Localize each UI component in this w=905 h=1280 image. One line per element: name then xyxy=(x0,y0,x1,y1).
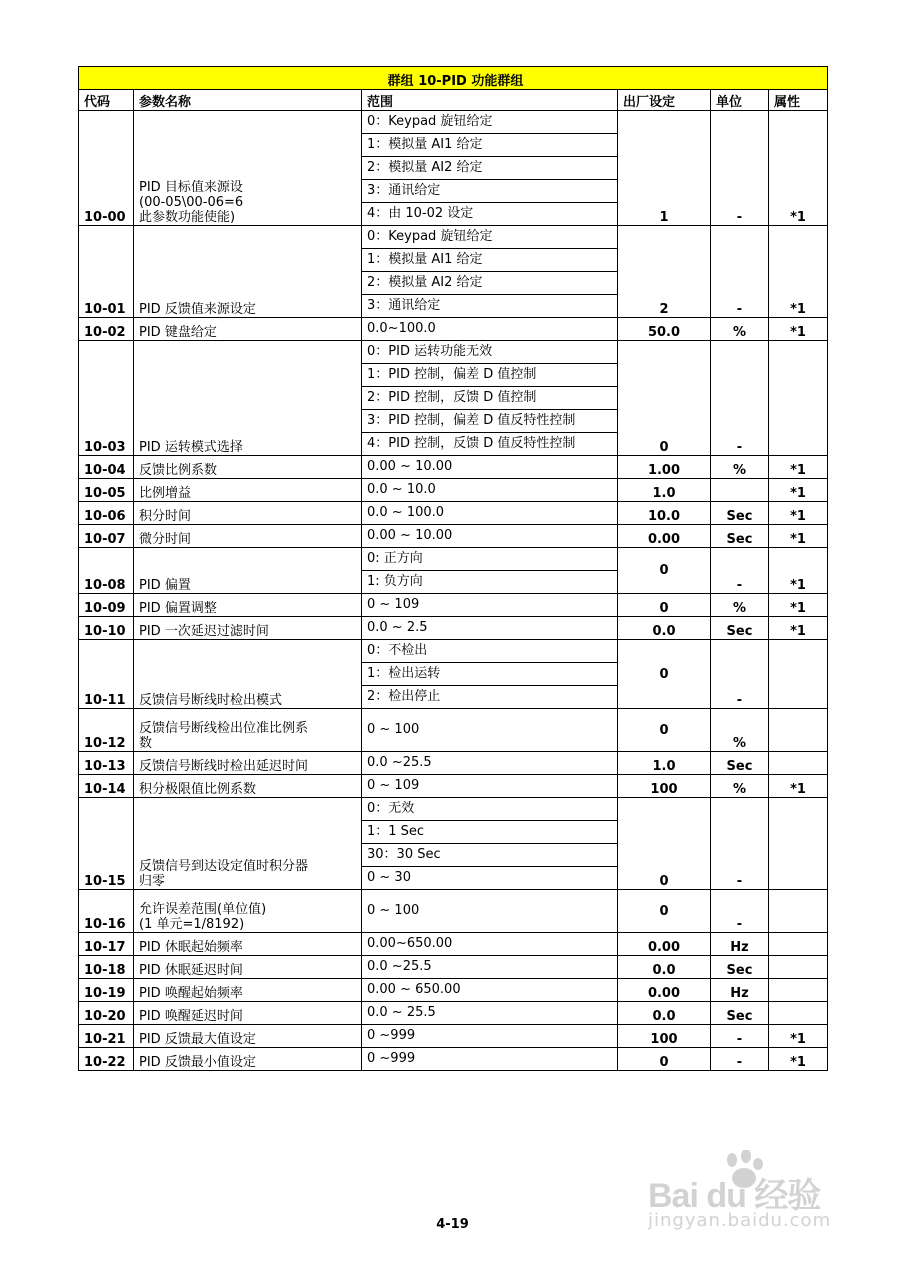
param-code: 10-15 xyxy=(79,798,134,890)
param-attr: *1 xyxy=(769,502,828,525)
table-row xyxy=(79,525,828,548)
param-range xyxy=(362,1002,618,1025)
table-row xyxy=(79,752,828,775)
param-name: 允许误差范围(单位值) (1 单元=1/8192) xyxy=(134,890,362,933)
param-code: 10-03 xyxy=(79,341,134,456)
range-option: 1：1 Sec xyxy=(362,821,617,844)
param-default: 0 xyxy=(618,548,711,594)
param-attr xyxy=(769,640,828,709)
table-row xyxy=(79,956,828,979)
range-option: 0.0 ~ 100.0 xyxy=(367,505,445,520)
param-default: 1.0 xyxy=(618,479,711,502)
param-name: 比例增益 xyxy=(134,479,362,502)
table-row xyxy=(79,933,828,956)
param-range xyxy=(362,709,618,752)
table-row xyxy=(79,456,828,479)
range-option: 1：PID 控制，偏差 D 值控制 xyxy=(362,364,617,387)
param-default: 100 xyxy=(618,1025,711,1048)
param-name: PID 反馈最小值设定 xyxy=(134,1048,362,1071)
param-attr xyxy=(769,933,828,956)
table-row xyxy=(79,1002,828,1025)
param-default: 0 xyxy=(618,1048,711,1071)
table-row xyxy=(79,1048,828,1071)
range-option: 2：模拟量 AI2 给定 xyxy=(362,272,617,295)
param-default: 0.0 xyxy=(618,1002,711,1025)
param-attr: *1 xyxy=(769,1025,828,1048)
param-attr: *1 xyxy=(769,775,828,798)
range-option: 0.0 ~25.5 xyxy=(367,959,432,974)
param-default: 1.0 xyxy=(618,752,711,775)
range-option: 4：PID 控制，反馈 D 值反特性控制 xyxy=(367,436,576,451)
table-row xyxy=(79,502,828,525)
param-code: 10-05 xyxy=(79,479,134,502)
param-default: 0.00 xyxy=(618,933,711,956)
param-attr: *1 xyxy=(769,525,828,548)
param-name: 反馈信号断线检出位准比例系 数 xyxy=(134,709,362,752)
header-range: 范围 xyxy=(362,90,618,111)
param-unit: Sec xyxy=(711,525,769,548)
range-option: 0.0 ~ 2.5 xyxy=(367,620,428,635)
range-option: 0 ~ 100 xyxy=(367,722,420,737)
param-unit: - xyxy=(711,548,769,594)
param-range xyxy=(362,594,618,617)
param-code: 10-20 xyxy=(79,1002,134,1025)
param-unit: - xyxy=(711,640,769,709)
param-unit: Sec xyxy=(711,617,769,640)
param-attr xyxy=(769,341,828,456)
param-attr xyxy=(769,1002,828,1025)
range-option: 1：模拟量 AI1 给定 xyxy=(362,249,617,272)
param-name: PID 键盘给定 xyxy=(134,318,362,341)
param-default: 100 xyxy=(618,775,711,798)
table-row xyxy=(79,1025,828,1048)
param-code: 10-01 xyxy=(79,226,134,318)
param-default: 0.0 xyxy=(618,956,711,979)
param-range xyxy=(362,502,618,525)
table-row xyxy=(79,594,828,617)
param-default: 0 xyxy=(618,798,711,890)
range-option: 3：通讯给定 xyxy=(362,180,617,203)
range-option: 0 ~ 109 xyxy=(367,597,420,612)
param-attr: *1 xyxy=(769,617,828,640)
param-code: 10-22 xyxy=(79,1048,134,1071)
param-default: 0 xyxy=(618,709,711,752)
param-code: 10-04 xyxy=(79,456,134,479)
param-name: PID 运转模式选择 xyxy=(134,341,362,456)
param-attr: *1 xyxy=(769,111,828,226)
range-option: 3：通讯给定 xyxy=(367,298,441,313)
param-default: 0.00 xyxy=(618,979,711,1002)
range-option: 0.00 ~ 10.00 xyxy=(367,528,453,543)
param-name: PID 唤醒起始频率 xyxy=(134,979,362,1002)
param-name: PID 目标值来源设 (00-05\00-06=6 此参数功能使能) xyxy=(134,111,362,226)
param-unit: Sec xyxy=(711,752,769,775)
param-code: 10-08 xyxy=(79,548,134,594)
param-default: 0 xyxy=(618,341,711,456)
param-default: 0.0 xyxy=(618,617,711,640)
param-name: 反馈比例系数 xyxy=(134,456,362,479)
param-default: 1 xyxy=(618,111,711,226)
param-code: 10-14 xyxy=(79,775,134,798)
param-unit: Sec xyxy=(711,502,769,525)
range-option: 0 ~ 100 xyxy=(367,903,420,918)
param-attr: *1 xyxy=(769,456,828,479)
param-default: 1.00 xyxy=(618,456,711,479)
range-option: 0.00 ~ 650.00 xyxy=(367,982,461,997)
param-range xyxy=(362,933,618,956)
param-code: 10-00 xyxy=(79,111,134,226)
range-option: 0：Keypad 旋钮给定 xyxy=(362,226,617,249)
param-range xyxy=(362,548,618,594)
param-code: 10-12 xyxy=(79,709,134,752)
param-default: 2 xyxy=(618,226,711,318)
parameter-table xyxy=(78,66,828,1071)
param-unit: - xyxy=(711,1048,769,1071)
range-option: 0.00~650.00 xyxy=(367,936,453,951)
param-code: 10-18 xyxy=(79,956,134,979)
watermark xyxy=(648,1150,848,1230)
param-attr: *1 xyxy=(769,318,828,341)
param-default: 10.0 xyxy=(618,502,711,525)
table-row xyxy=(79,775,828,798)
range-option: 0：不检出 xyxy=(362,640,617,663)
param-attr xyxy=(769,890,828,933)
table-row xyxy=(79,226,828,318)
param-range xyxy=(362,775,618,798)
param-range xyxy=(362,640,618,709)
range-option: 0.0 ~25.5 xyxy=(367,755,432,770)
param-name: 积分时间 xyxy=(134,502,362,525)
param-unit: Hz xyxy=(711,979,769,1002)
param-code: 10-09 xyxy=(79,594,134,617)
param-unit: - xyxy=(711,226,769,318)
table-row xyxy=(79,798,828,890)
range-option: 1：检出运转 xyxy=(362,663,617,686)
param-range xyxy=(362,1025,618,1048)
header-code: 代码 xyxy=(79,90,134,111)
table-row xyxy=(79,318,828,341)
header-unit: 单位 xyxy=(711,90,769,111)
page-number: 4-19 xyxy=(436,1217,469,1232)
range-option: 0：无效 xyxy=(362,798,617,821)
param-unit: - xyxy=(711,111,769,226)
range-option: 0：PID 运转功能无效 xyxy=(362,341,617,364)
range-option: 0：Keypad 旋钮给定 xyxy=(362,111,617,134)
table-row xyxy=(79,979,828,1002)
param-unit: Hz xyxy=(711,933,769,956)
param-unit: % xyxy=(711,775,769,798)
param-name: PID 偏置调整 xyxy=(134,594,362,617)
range-option: 0 ~999 xyxy=(367,1028,416,1043)
param-attr: *1 xyxy=(769,594,828,617)
range-option: 0.0 ~ 10.0 xyxy=(367,482,436,497)
param-name: PID 休眠起始频率 xyxy=(134,933,362,956)
param-range xyxy=(362,956,618,979)
param-code: 10-11 xyxy=(79,640,134,709)
param-default: 0.00 xyxy=(618,525,711,548)
param-code: 10-02 xyxy=(79,318,134,341)
param-name: PID 反馈最大值设定 xyxy=(134,1025,362,1048)
param-range xyxy=(362,890,618,933)
watermark-url: jingyan.baidu.com xyxy=(648,1210,832,1231)
param-attr: *1 xyxy=(769,548,828,594)
param-range xyxy=(362,752,618,775)
header-name: 参数名称 xyxy=(134,90,362,111)
table-row xyxy=(79,111,828,226)
param-default: 50.0 xyxy=(618,318,711,341)
param-attr xyxy=(769,979,828,1002)
param-range xyxy=(362,617,618,640)
table-row xyxy=(79,479,828,502)
range-option: 0 ~ 30 xyxy=(367,870,411,885)
param-unit: - xyxy=(711,890,769,933)
param-range xyxy=(362,479,618,502)
range-option: 0 ~999 xyxy=(367,1051,416,1066)
param-unit: - xyxy=(711,798,769,890)
range-option: 0.00 ~ 10.00 xyxy=(367,459,453,474)
param-attr: *1 xyxy=(769,226,828,318)
param-name: PID 休眠延迟时间 xyxy=(134,956,362,979)
header-default: 出厂设定 xyxy=(618,90,711,111)
param-name: 反馈信号到达设定值时积分器 归零 xyxy=(134,798,362,890)
param-range xyxy=(362,979,618,1002)
range-option: 4：由 10-02 设定 xyxy=(367,206,474,221)
param-code: 10-19 xyxy=(79,979,134,1002)
param-unit: % xyxy=(711,709,769,752)
param-unit: % xyxy=(711,456,769,479)
param-range xyxy=(362,341,618,456)
param-code: 10-07 xyxy=(79,525,134,548)
param-unit: % xyxy=(711,594,769,617)
param-name: 反馈信号断线时检出延迟时间 xyxy=(134,752,362,775)
param-attr xyxy=(769,752,828,775)
param-name: PID 反馈值来源设定 xyxy=(134,226,362,318)
param-unit: - xyxy=(711,1025,769,1048)
range-option: 2：检出停止 xyxy=(367,689,441,704)
range-option: 2：PID 控制，反馈 D 值控制 xyxy=(362,387,617,410)
param-name: 微分时间 xyxy=(134,525,362,548)
range-option: 1: 负方向 xyxy=(367,574,423,589)
table-title: 群组 10-PID 功能群组 xyxy=(79,67,828,90)
param-range xyxy=(362,1048,618,1071)
param-unit: Sec xyxy=(711,956,769,979)
param-code: 10-13 xyxy=(79,752,134,775)
param-unit: - xyxy=(711,341,769,456)
header-attr: 属性 xyxy=(769,90,828,111)
param-range xyxy=(362,226,618,318)
param-attr: *1 xyxy=(769,479,828,502)
param-default: 0 xyxy=(618,640,711,709)
range-option: 3：PID 控制，偏差 D 值反特性控制 xyxy=(362,410,617,433)
table-row xyxy=(79,640,828,709)
range-option: 1：模拟量 AI1 给定 xyxy=(362,134,617,157)
param-default: 0 xyxy=(618,594,711,617)
range-option: 2：模拟量 AI2 给定 xyxy=(362,157,617,180)
param-code: 10-10 xyxy=(79,617,134,640)
range-option: 30：30 Sec xyxy=(362,844,617,867)
table-row xyxy=(79,341,828,456)
table-row xyxy=(79,709,828,752)
param-range xyxy=(362,111,618,226)
table-row xyxy=(79,617,828,640)
range-option: 0.0~100.0 xyxy=(367,321,436,336)
param-code: 10-17 xyxy=(79,933,134,956)
param-name: 积分极限值比例系数 xyxy=(134,775,362,798)
table-row xyxy=(79,548,828,594)
param-default: 0 xyxy=(618,890,711,933)
param-name: PID 唤醒延迟时间 xyxy=(134,1002,362,1025)
param-attr: *1 xyxy=(769,1048,828,1071)
param-unit: % xyxy=(711,318,769,341)
range-option: 0 ~ 109 xyxy=(367,778,420,793)
watermark-logo: Bai du 经验 xyxy=(648,1177,821,1215)
range-option: 0.0 ~ 25.5 xyxy=(367,1005,436,1020)
param-code: 10-21 xyxy=(79,1025,134,1048)
param-range xyxy=(362,798,618,890)
param-code: 10-16 xyxy=(79,890,134,933)
param-name: PID 偏置 xyxy=(134,548,362,594)
param-attr xyxy=(769,709,828,752)
param-range xyxy=(362,456,618,479)
range-option: 0: 正方向 xyxy=(362,548,617,571)
param-code: 10-06 xyxy=(79,502,134,525)
param-unit xyxy=(711,479,769,502)
param-unit: Sec xyxy=(711,1002,769,1025)
param-range xyxy=(362,318,618,341)
param-name: 反馈信号断线时检出模式 xyxy=(134,640,362,709)
param-name: PID 一次延迟过滤时间 xyxy=(134,617,362,640)
table-row xyxy=(79,890,828,933)
param-attr xyxy=(769,798,828,890)
param-attr xyxy=(769,956,828,979)
param-range xyxy=(362,525,618,548)
